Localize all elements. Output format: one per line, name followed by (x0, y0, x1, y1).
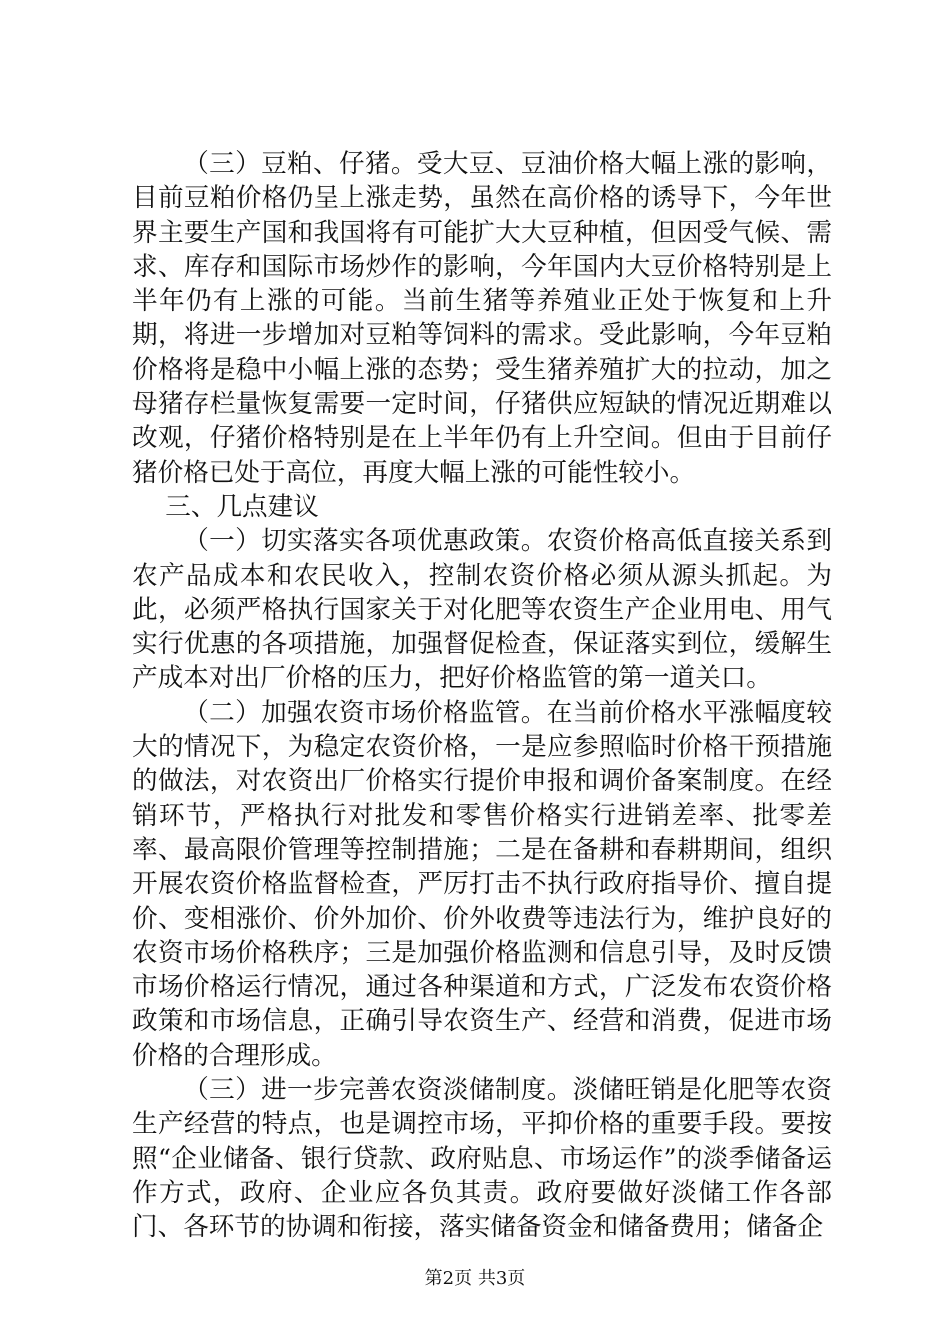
paragraph-soymeal-piglets: （三）豆粕、仔猪。受大豆、豆油价格大幅上涨的影响，目前豆粕价格仍呈上涨走势，虽然在高价格的诱导下，今年世界主要生产国和我国将有可能扩大大豆种植，但因受气候、需求、库存和国际市场炒作的影响，今年国内大豆价格特别是上半年仍有上涨的可能。当前生猪等养殖业正处于恢复和上升期，将进一步增加对豆粕等饲料的需求。受此影响，今年豆粕价格将是稳中小幅上涨的态势；受生猪养殖扩大的拉动，加之母猪存栏量恢复需要一定时间，仔猪供应短缺的情况近期难以改观，仔猪价格特别是在上半年仍有上升空间。但由于目前仔猪价格已处于高位，再度大幅上涨的可能性较小。 (132, 149, 832, 488)
paragraph-offseason-storage: （三）进一步完善农资淡储制度。淡储旺销是化肥等农资生产经营的特点，也是调控市场，平抑价格的重要手段。要按照“企业储备、银行贷款、政府贴息、市场运作”的淡季储备运作方式，政府、企业应各负其责。政府要做好淡储工作各部门、各环节的协调和衔接，落实储备资金和储备费用；储备企 (132, 1075, 832, 1243)
paragraph-preferential-policies: （一）切实落实各项优惠政策。农资价格高低直接关系到农产品成本和农民收入，控制农资价格必须从源头抓起。为此，必须严格执行国家关于对化肥等农资生产企业用电、用气实行优惠的各项措施，加强督促检查，保证落实到位，缓解生产成本对出厂价格的压力，把好价格监管的第一道关口。 (132, 526, 832, 694)
page-number-footer: 第2页 共3页 (424, 1268, 526, 1289)
paragraph-price-supervision: （二）加强农资市场价格监管。在当前价格水平涨幅度较大的情况下，为稳定农资价格，一是应参照临时价格干预措施的做法，对农资出厂价格实行提价申报和调价备案制度。在经销环节，严格执行对批发和零售价格实行进销差率、批零差率、最高限价管理等控制措施；二是在备耕和春耕期间，组织开展农资价格监督检查，严厉打击不执行政府指导价、擅自提价、变相涨价、价外加价、价外收费等违法行为，维护良好的农资市场价格秩序；三是加强价格监测和信息引导，及时反馈市场价格运行情况，通过各种渠道和方式，广泛发布农资价格政策和市场信息，正确引导农资生产、经营和消费，促进市场价格的合理形成。 (132, 697, 832, 1071)
section-heading-suggestions: 三、几点建议 (165, 491, 319, 522)
document-body (132, 147, 832, 1245)
